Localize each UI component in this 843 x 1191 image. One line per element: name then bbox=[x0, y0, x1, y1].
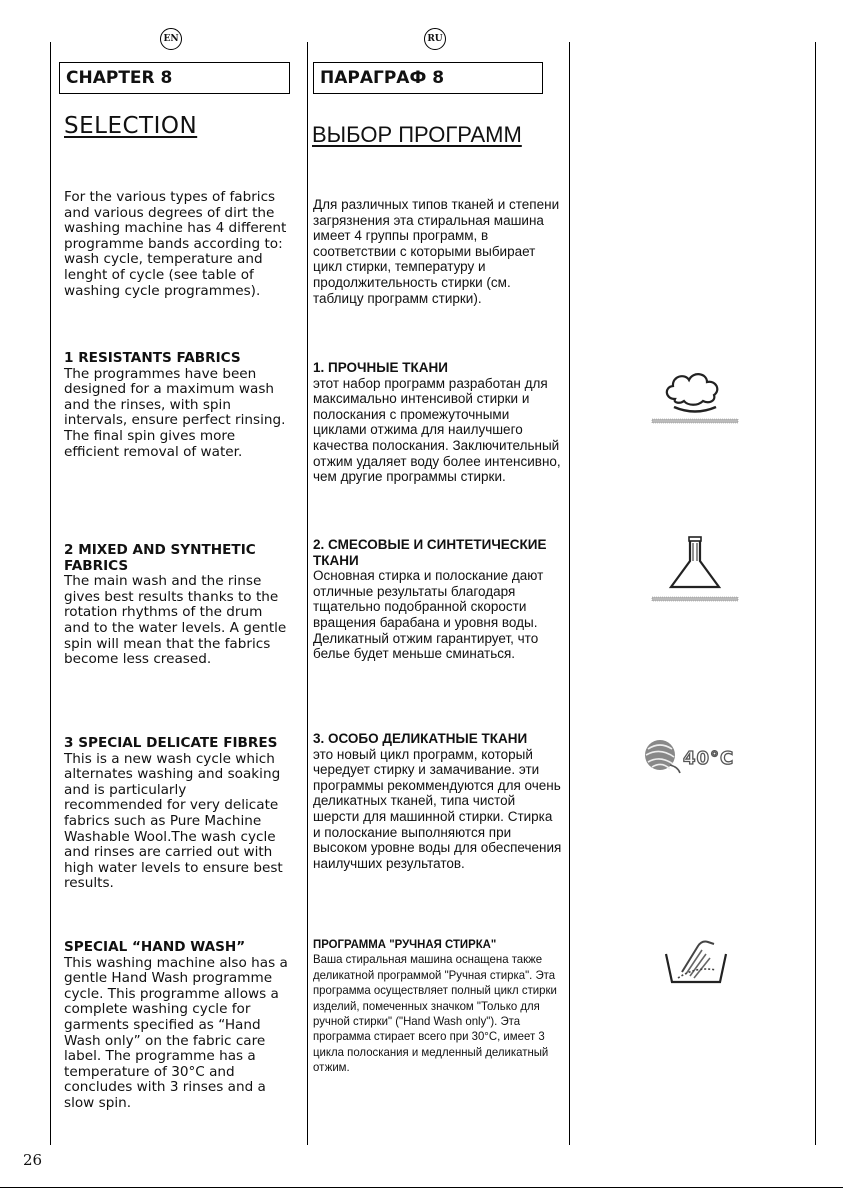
section-ru-3 bbox=[313, 731, 563, 871]
column-rule-middle bbox=[307, 42, 308, 1145]
wool-ball-icon bbox=[640, 735, 682, 777]
chapter-box-ru bbox=[313, 62, 543, 94]
section-title-ru-3: 3. ОСОБО ДЕЛИКАТНЫЕ ТКАНИ bbox=[313, 731, 528, 746]
section-title-en-1: 1 RESISTANTS FABRICS bbox=[64, 350, 241, 366]
section-body-ru-2: Основная стирка и полоскание дают отличные результаты благодаря тщательно подобранной скорости вращения барабана и уровня воды. Деликатный отжим гарантирует, что белье будет меньше сминаться. bbox=[313, 568, 544, 662]
section-title-en-3: 3 SPECIAL DELICATE FIBRES bbox=[64, 735, 278, 751]
section-heading-ru: ВЫБОР ПРОГРАММ bbox=[312, 122, 522, 147]
section-body-ru-3: это новый цикл программ, который чередует стирку и замачивание. эти программы рекоммендуются для очень деликатных тканей, типа чистой шерсти для машинной стирки. Стирка и полоскание выполняются при высоком уровне воды для обеспечения наилучших результатов. bbox=[313, 746, 562, 871]
section-en-2 bbox=[64, 543, 289, 668]
section-en-3 bbox=[64, 736, 289, 892]
section-body-en-1: The programmes have been designed for a maximum wash and the rinses, with spin intervals, ensure perfect rinsing. The final spin gives more efficient removal of water. bbox=[64, 365, 286, 460]
section-title-ru-4: ПРОГРАММА "РУЧНАЯ СТИРКА" bbox=[313, 937, 497, 951]
section-body-ru-4: Ваша стиральная машина оснащена также деликатной программой "Ручная стирка". Эта программа осуществляет полный цикл стирки изделий, помеченных значком "Только для ручной стирки" ("Hand Wash only"). Эта программа стирает всего при 30°C, имеет 3 цикла полоскания и медленный деликатный отжим. bbox=[313, 952, 557, 1075]
section-title-ru-1: 1. ПРОЧНЫЕ ТКАНИ bbox=[313, 360, 448, 375]
section-title-en-2: 2 MIXED AND SYNTHETIC FABRICS bbox=[64, 542, 256, 574]
section-body-ru-1: этот набор программ разработан для максимально интенсивой стирки и полоскания с промежуточными циклами отжима для наилучшего качества полоскания. Заключительный отжим удаляет воду более интенсивно, чем другие программы стирки. bbox=[313, 375, 561, 485]
section-body-en-2: The main wash and the rinse gives best results thanks to the rotation rhythms of the drum and to the water levels. A gentle spin will mean that the fabrics become less creased. bbox=[64, 573, 287, 668]
section-en-4 bbox=[64, 940, 289, 1112]
chapter-box-en bbox=[59, 62, 290, 94]
section-ru-4 bbox=[313, 937, 562, 1076]
page-bottom-rule bbox=[0, 1187, 843, 1188]
page-number: 26 bbox=[23, 1151, 43, 1169]
section-body-en-4: This washing machine also has a gentle Hand Wash programme cycle. This programme allows a complete washing cycle for garments specified as “Hand Wash only” on the fabric care label. The programme has a temperature of 30°C and concludes with 3 rinses and a slow spin. bbox=[64, 954, 288, 1111]
flask-icon bbox=[645, 535, 745, 603]
lang-badge-ru: RU bbox=[424, 28, 446, 50]
cotton-cloud-icon bbox=[645, 365, 745, 425]
intro-text-ru: Для различных типов тканей и степени загрязнения эта стиральная машина имеет 4 группы программ, в соответствии с которыми выбирает цикл стирки, температуру и продолжительность стирки (см. таблицу программ стирки). bbox=[313, 197, 560, 306]
section-ru-1 bbox=[313, 360, 563, 485]
column-rule-right-2 bbox=[815, 42, 816, 1145]
column-rule-right-1 bbox=[569, 42, 570, 1145]
intro-text-en: For the various types of fabrics and various degrees of dirt the washing machine has 4 different programme bands according to: wash cycle, temperature and lenght of cycle (see table of washing cycle programmes). bbox=[64, 189, 287, 299]
column-rule-left bbox=[50, 42, 51, 1145]
intro-en bbox=[64, 190, 289, 299]
section-heading-en: SELECTION bbox=[64, 113, 198, 139]
section-body-en-3: This is a new wash cycle which alternates washing and soaking and is particularly recommended for very delicate fabrics such as Pure Machine Washable Wool.The wash cycle and rinses are carried out with high water levels to ensure best results. bbox=[64, 750, 283, 892]
section-en-1 bbox=[64, 351, 289, 460]
section-title-ru-2: 2. СМЕСОВЫЕ И СИНТЕТИЧЕСКИЕ ТКАНИ bbox=[313, 537, 547, 568]
chapter-title-en: CHAPTER 8 bbox=[66, 68, 173, 88]
wool-temperature-label: 40°C bbox=[683, 748, 735, 769]
intro-ru bbox=[313, 197, 563, 306]
chapter-title-ru: ПАРАГРАФ 8 bbox=[320, 68, 445, 88]
section-ru-2 bbox=[313, 537, 563, 662]
hand-wash-tub-icon bbox=[662, 932, 732, 990]
section-title-en-4: SPECIAL “HAND WASH” bbox=[64, 939, 246, 955]
lang-badge-en: EN bbox=[160, 28, 182, 50]
